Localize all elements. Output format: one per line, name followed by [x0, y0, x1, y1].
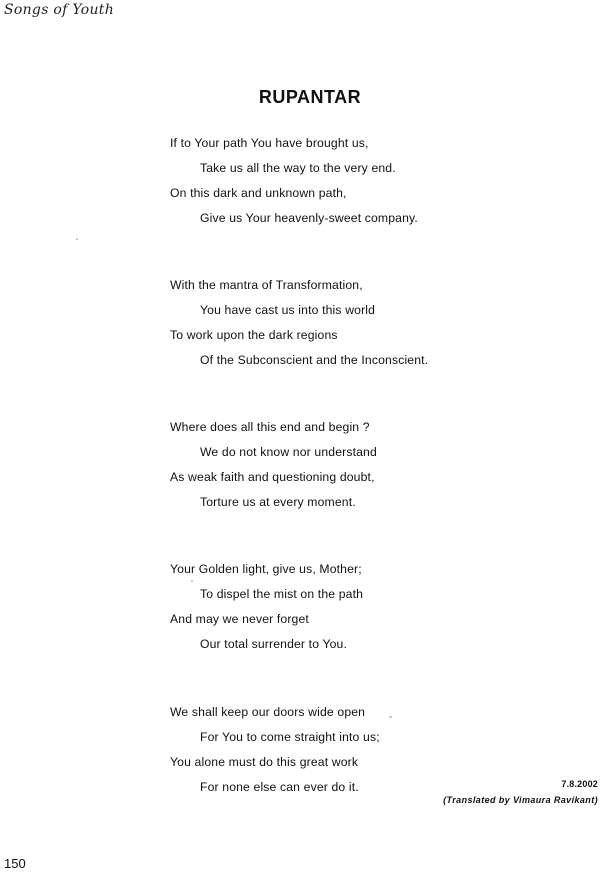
poem-line: Your Golden light, give us, Mother;	[170, 562, 362, 576]
poem-line: And may we never forget	[170, 612, 309, 626]
poem-line: With the mantra of Transformation,	[170, 278, 363, 292]
scan-speck	[389, 716, 392, 718]
scan-speck	[76, 238, 78, 240]
poem-line: To work upon the dark regions	[170, 328, 338, 342]
poem-line: Torture us at every moment.	[200, 495, 356, 509]
poem-line: Of the Subconscient and the Inconscient.	[200, 353, 429, 367]
poem-line: On this dark and unknown path,	[170, 186, 347, 200]
running-head: Songs of Youth	[4, 2, 115, 18]
poem-date: 7.8.2002	[561, 779, 598, 789]
poem-line: We do not know nor understand	[200, 445, 377, 459]
poem-line: For You to come straight into us;	[200, 730, 380, 744]
page-number: 150	[4, 856, 26, 871]
poem-line: Give us Your heavenly-sweet company.	[200, 211, 418, 225]
poem-line: Take us all the way to the very end.	[200, 161, 396, 175]
poem-line: You have cast us into this world	[200, 303, 376, 317]
translation-credit: (Translated by Vimaura Ravikant)	[443, 795, 598, 805]
poem-line: For none else can ever do it.	[200, 780, 359, 794]
poem-line: Our total surrender to You.	[200, 637, 348, 651]
scan-speck	[191, 580, 193, 582]
poem-line: We shall keep our doors wide open	[170, 705, 366, 719]
poem-line: If to Your path You have brought us,	[170, 136, 369, 150]
poem-line: You alone must do this great work	[170, 755, 359, 769]
poem-title: RUPANTAR	[258, 87, 362, 107]
poem-line: To dispel the mist on the path	[200, 587, 364, 601]
poem-line: Where does all this end and begin ?	[170, 420, 370, 434]
poem-line: As weak faith and questioning doubt,	[170, 470, 375, 484]
